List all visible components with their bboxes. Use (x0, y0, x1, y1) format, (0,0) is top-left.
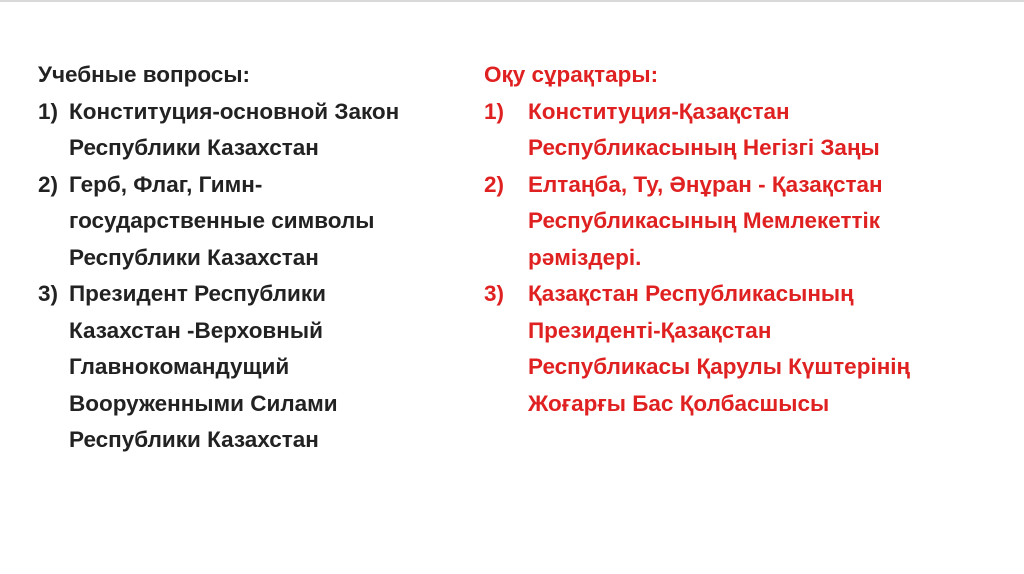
list-text: Конституция-Қазақстан Республикасының Негізгі Заңы (528, 98, 880, 160)
list-number: 2) (484, 171, 505, 197)
russian-column (38, 57, 458, 459)
list-number: 3) (484, 281, 505, 306)
top-divider (0, 0, 1024, 2)
kazakh-heading: Оқу сұрақтары: (484, 62, 659, 87)
kazakh-column (484, 57, 1004, 422)
list-item (38, 94, 458, 167)
list-item (484, 276, 1004, 422)
list-text: Қазақстан Республикасының Президенті-Қазақстан Республикасы Қарулы Күштерінің Жоғарғы Бас Қолбасшысы (528, 281, 911, 416)
list-item (484, 167, 1004, 277)
list-text: Герб, Флаг, Гимн- государственные символы Республики Казахстан (69, 171, 375, 270)
list-number: 1) (484, 98, 505, 124)
list-number: 3) (38, 281, 59, 306)
list-item (484, 94, 1004, 167)
list-text: Елтаңба, Ту, Әнұран - Қазақстан Республикасының Мемлекеттік рәміздері. (528, 171, 883, 270)
russian-heading: Учебные вопросы: (38, 62, 251, 87)
list-number: 1) (38, 98, 59, 124)
list-item (38, 167, 458, 277)
list-item (38, 276, 458, 459)
list-text: Президент Республики Казахстан -Верховный Главнокомандущий Вооруженными Силами Республики Казахстан (69, 281, 338, 452)
list-number: 2) (38, 171, 59, 197)
list-text: Конституция-основной Закон Республики Казахстан (69, 98, 400, 160)
